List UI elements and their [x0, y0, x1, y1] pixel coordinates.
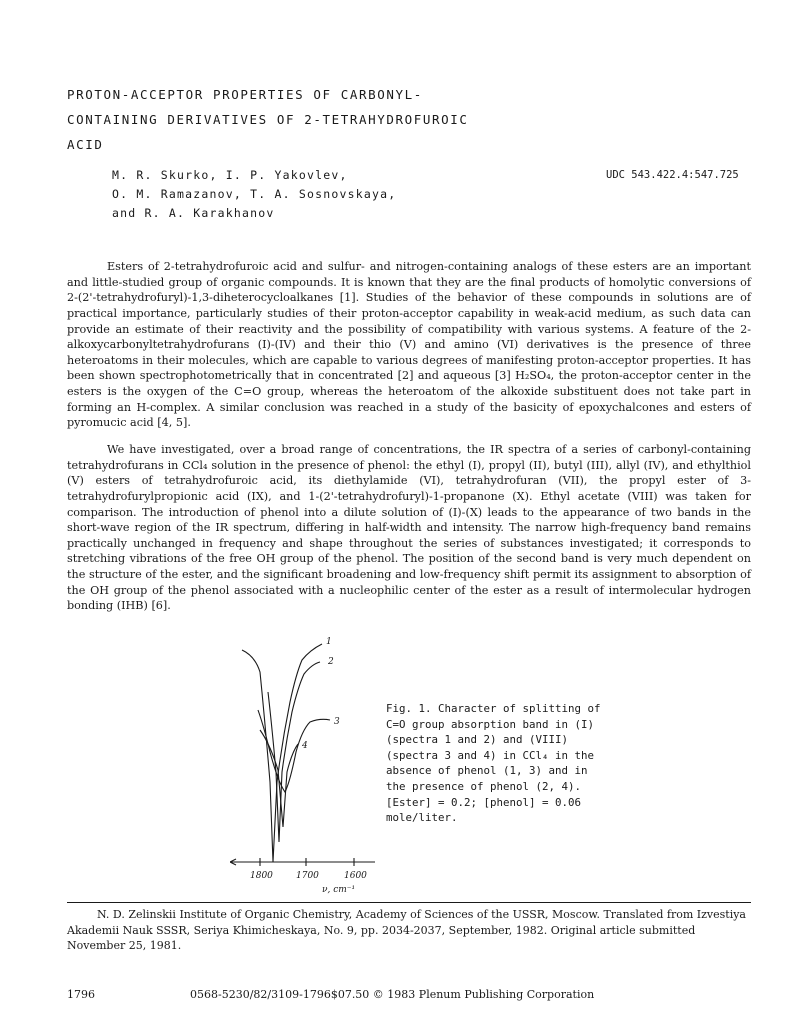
curve-label-1: 1	[326, 637, 332, 647]
spectrum-curve-1	[242, 644, 322, 862]
article-title	[67, 82, 587, 157]
axis-tick-label: 1800	[250, 871, 273, 881]
axis-unit-label: ν, cm⁻¹	[322, 885, 356, 895]
author-line: and R. A. Karakhanov	[112, 206, 275, 220]
title-line: PROTON-ACCEPTOR PROPERTIES OF CARBONYL-	[67, 87, 423, 102]
author-list	[112, 166, 396, 223]
author-line: O. M. Ramazanov, T. A. Sosnovskaya,	[112, 187, 397, 201]
title-line: ACID	[67, 137, 104, 152]
spectrum-plot	[230, 632, 375, 897]
udc-code: UDC 543.422.4:547.725	[606, 169, 739, 181]
title-line: CONTAINING DERIVATIVES OF 2-TETRAHYDROFUROIC	[67, 112, 469, 127]
axis-tick-label: 1600	[344, 871, 367, 881]
publication-info: 0568-5230/82/3109-1796$07.50 © 1983 Plenum Publishing Corporation	[190, 988, 595, 1001]
footnote-divider	[67, 902, 751, 903]
figure-caption: Fig. 1. Character of splitting of C=O group absorption band in (I) (spectra 1 and 2) and (VIII) (spectra 3 and 4) in CCl₄ in the absence of phenol (1, 3) and in the presence of phenol (2, 4). [Ester] = 0.2; [phenol] = 0.06 mole/liter.	[386, 702, 601, 825]
curve-label-3: 3	[334, 717, 340, 727]
curve-label-4: 4	[302, 741, 308, 751]
curve-label-2: 2	[328, 657, 334, 667]
spectrum-curve-4	[260, 730, 298, 827]
body-paragraph: Esters of 2-tetrahydrofuroic acid and sulfur- and nitrogen-containing analogs of these esters are an important and little-studied group of organic compounds. It is known that they are the final products of homolytic conversions of 2-(2'-tetrahydrofuryl)-1,3-diheterocycloalkanes [1]. Studies of the behavior of these compounds in solutions are of practical importance, particularly studies of their proton-acceptor capability in weak-acid medium, as such data can provide an estimate of their reactivity and the possibility of compatibility with various systems. A feature of the 2-alkoxycarbonyltetrahydrofurans (I)-(IV) and their thio (V) and amino (VI) derivatives is the presence of three heteroatoms in their molecules, which are capable to various degrees of manifesting proton-acceptor properties. It has been shown spectrophotometrically that in concentrated [2] and aqueous [3] H₂SO₄, the proton-acceptor center in the esters is the oxygen of the C=O group, whereas the heteroatom of the alkoxide substituent does not take part in forming an H-complex. A similar conclusion was reached in a study of the basicity of epoxychalcones and esters of pyromucic acid [4, 5].	[67, 260, 751, 430]
author-line: M. R. Skurko, I. P. Yakovlev,	[112, 168, 348, 182]
footnote: N. D. Zelinskii Institute of Organic Chemistry, Academy of Sciences of the USSR, Moscow. Translated from Izvestiya Akademii Nauk SSSR, Seriya Khimicheskaya, No. 9, pp. 2034-2037, September, 1982. Original article submitted November 25, 1981.	[67, 908, 746, 952]
body-paragraph: We have investigated, over a broad range of concentrations, the IR spectra of a series of carbonyl-containing tetrahydrofurans in CCl₄ solution in the presence of phenol: the ethyl (I), propyl (II), butyl (III), allyl (IV), and ethylthiol (V) esters of tetrahydrofuroic acid, its diethylamide (VI), tetrahydrofuran (VII), the propyl ester of 3-tetrahydrofurylpropionic acid (IX), and 1-(2'-tetrahydrofuryl)-1-propanone (X). Ethyl acetate (VIII) was taken for comparison. The introduction of phenol into a dilute solution of (I)-(X) leads to the appearance of two bands in the short-wave region of the IR spectrum, differing in half-width and intensity. The narrow high-frequency band remains practically unchanged in frequency and shape throughout the series of substances investigated; it corresponds to stretching vibrations of the free OH group of the phenol. The position of the second band is very much dependent on the structure of the ester, and the significant broadening and low-frequency shift permit its assignment to absorption of the OH group of the phenol associated with a nucleophilic center of the ester as a result of intermolecular hydrogen bonding (IHB) [6].	[67, 443, 751, 613]
ir-spectrum-figure	[230, 632, 375, 897]
page-number: 1796	[67, 988, 95, 1001]
axis-tick-label: 1700	[296, 871, 319, 881]
